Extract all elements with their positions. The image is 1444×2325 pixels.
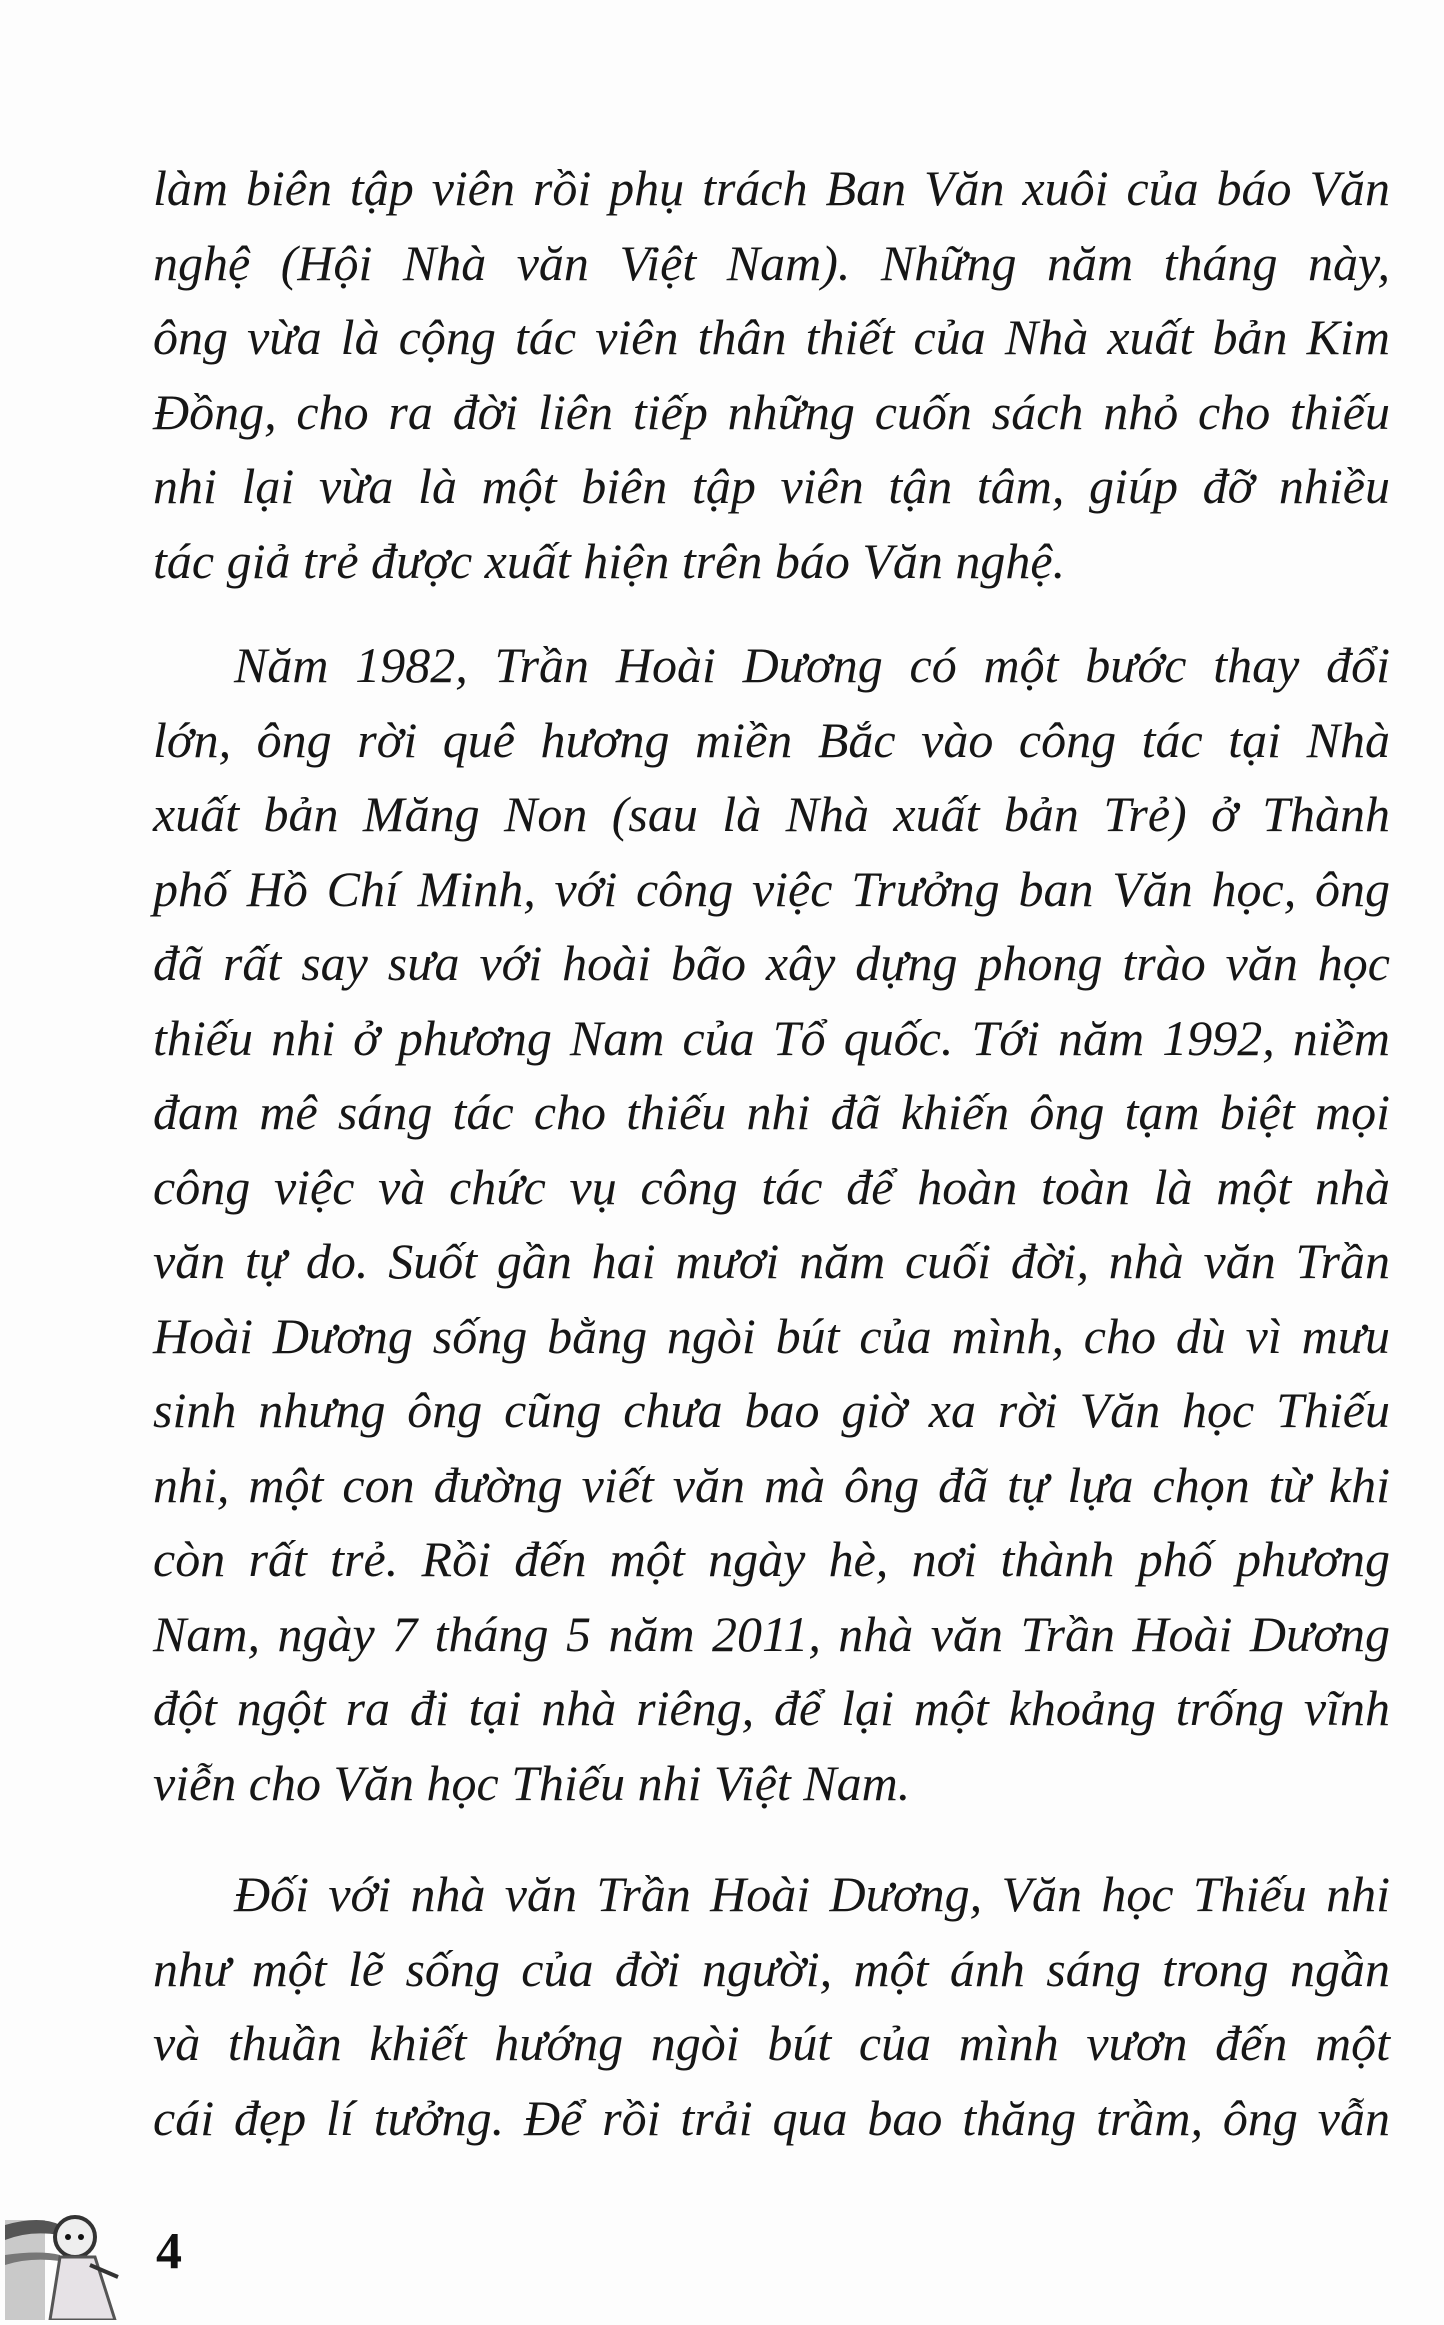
- text-line: văn tự do. Suốt gần hai mươi năm cuối đời, nhà văn Trần: [153, 1233, 1390, 1289]
- text-line: cái đẹp lí tưởng. Để rồi trải qua bao thăng trầm, ông vẫn: [153, 2089, 1390, 2146]
- text-line: và thuần khiết hướng ngòi bút của mình vươn đến một: [153, 2015, 1390, 2071]
- girl-illustration-icon: [0, 2195, 130, 2320]
- text-line: công việc và chức vụ công tác để hoàn toàn là một nhà: [153, 1158, 1390, 1215]
- text-line: còn rất trẻ. Rồi đến một ngày hè, nơi thành phố phương: [153, 1531, 1390, 1587]
- text-line: tác giả trẻ được xuất hiện trên báo Văn nghệ.: [153, 532, 1066, 589]
- text-line: như một lẽ sống của đời người, một ánh sáng trong ngần: [153, 1940, 1390, 1997]
- text-line: nhi, một con đường viết văn mà ông đã tự lựa chọn từ khi: [153, 1456, 1390, 1513]
- text-line: Đối với nhà văn Trần Hoài Dương, Văn học Thiếu nhi: [234, 1866, 1390, 1922]
- text-line: lớn, ông rời quê hương miền Bắc vào công tác tại Nhà: [153, 711, 1390, 768]
- text-line: sinh nhưng ông cũng chưa bao giờ xa rời Văn học Thiếu: [153, 1382, 1390, 1438]
- text-line: viễn cho Văn học Thiếu nhi Việt Nam.: [153, 1754, 911, 1811]
- text-line: phố Hồ Chí Minh, với công việc Trưởng ban Văn học, ông: [153, 860, 1390, 917]
- text-line: đã rất say sưa với hoài bão xây dựng phong trào văn học: [153, 935, 1390, 991]
- text-line: thiếu nhi ở phương Nam của Tổ quốc. Tới năm 1992, niềm: [153, 1009, 1390, 1066]
- text-line: nghệ (Hội Nhà văn Việt Nam). Những năm tháng này,: [153, 234, 1390, 291]
- text-line: nhi lại vừa là một biên tập viên tận tâm, giúp đỡ nhiều: [153, 458, 1390, 514]
- page-number: 4: [156, 2223, 182, 2280]
- text-line: xuất bản Măng Non (sau là Nhà xuất bản Trẻ) ở Thành: [153, 786, 1390, 842]
- text-line: đam mê sáng tác cho thiếu nhi đã khiến ông tạm biệt mọi: [153, 1084, 1390, 1140]
- text-line: Năm 1982, Trần Hoài Dương có một bước thay đổi: [234, 637, 1390, 693]
- text-line: ông vừa là cộng tác viên thân thiết của Nhà xuất bản Kim: [153, 309, 1390, 365]
- text-line: Đồng, cho ra đời liên tiếp những cuốn sách nhỏ cho thiếu: [153, 383, 1390, 440]
- text-line: Nam, ngày 7 tháng 5 năm 2011, nhà văn Trần Hoài Dương: [153, 1605, 1390, 1662]
- text-line: Hoài Dương sống bằng ngòi bút của mình, cho dù vì mưu: [153, 1307, 1390, 1364]
- text-line: đột ngột ra đi tại nhà riêng, để lại một khoảng trống vĩnh: [153, 1680, 1390, 1736]
- text-line: làm biên tập viên rồi phụ trách Ban Văn xuôi của báo Văn: [153, 160, 1390, 216]
